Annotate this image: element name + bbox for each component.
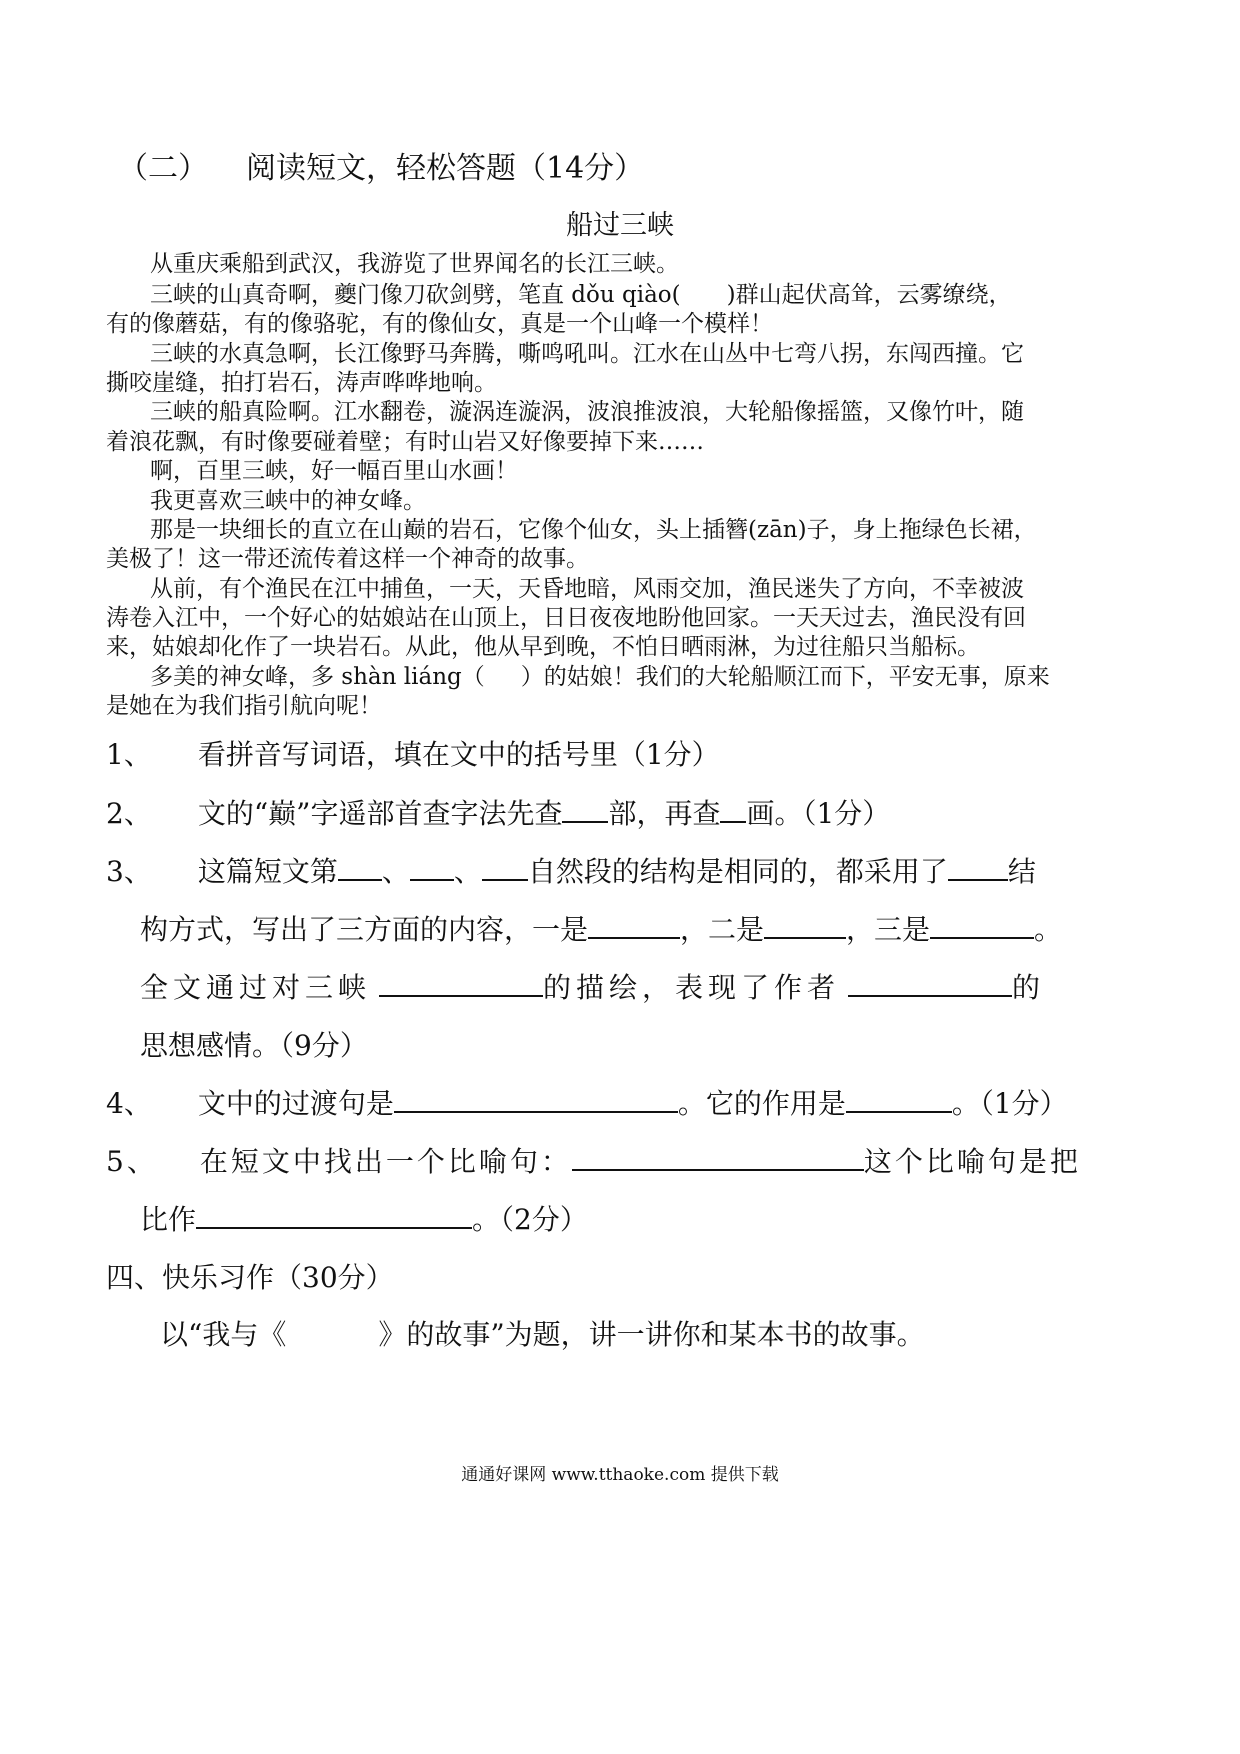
section-heading: [118, 143, 644, 187]
passage-line: 来，姑娘却化作了一块岩石。从此，他从早到晚，不怕日晒雨淋，为过往船只当船标。: [106, 634, 980, 660]
answer-blank[interactable]: [379, 968, 543, 997]
answer-blank[interactable]: [588, 910, 680, 939]
passage-line: 三峡的船真险啊。江水翻卷，漩涡连漩涡，波浪推波浪，大轮船像摇篮，又像竹叶，随: [150, 399, 1024, 425]
question-4: 4、 文中的过渡句是 。它的作用是 。（1分）: [106, 1082, 1068, 1122]
passage-line: 撕咬崖缝，拍打岩石，涛声哗哗地响。: [106, 370, 497, 396]
answer-blank[interactable]: [394, 1084, 678, 1113]
footer-credit: 通通好课网 www.tthaoke.com 提供下载: [461, 1465, 779, 1485]
answer-blank[interactable]: [482, 852, 528, 881]
question-number: 2、: [106, 797, 152, 830]
answer-blank[interactable]: [562, 794, 608, 823]
passage-line: 从前，有个渔民在江中捕鱼，一天，天昏地暗，风雨交加，渔民迷失了方向，不幸被波: [150, 576, 1024, 602]
answer-blank[interactable]: [848, 968, 1012, 997]
question-number: 1、: [106, 738, 152, 771]
passage-line: 三峡的山真奇啊，夔门像刀砍剑劈，笔直 dǒu qiào( )群山起伏高耸，云雾缭绕，: [150, 282, 1012, 308]
answer-blank[interactable]: [572, 1142, 864, 1171]
question-number: 5、: [106, 1145, 158, 1178]
question-3-line-4: 思想感情。（9分）: [140, 1029, 368, 1062]
passage-line: 是她在为我们指引航向呢！: [106, 693, 382, 719]
passage-line: 有的像蘑菇，有的像骆驼，有的像仙女，真是一个山峰一个模样！: [106, 311, 773, 337]
question-number: 3、: [106, 855, 152, 888]
question-5: 5、 在短文中找出一个比喻句： 这个比喻句是把: [106, 1140, 1081, 1180]
question-text: 看拼音写词语，填在文中的括号里（1分）: [197, 738, 720, 771]
passage-line: 着浪花飘，有时像要碰着壁；有时山岩又好像要掉下来……: [106, 429, 704, 455]
passage-title: 船过三峡: [566, 210, 674, 241]
section-number: （二）: [118, 151, 208, 186]
answer-blank[interactable]: [410, 852, 454, 881]
question-5-line-2: 比作 。（2分）: [140, 1198, 588, 1238]
question-3-line-2: 构方式，写出了三方面的内容，一是 ，二是 ，三是 。: [140, 908, 1062, 948]
passage-line: 多美的神女峰，多 shàn liáng（ ）的姑娘！我们的大轮船顺江而下，平安无事，原来: [150, 664, 1050, 690]
answer-blank[interactable]: [948, 852, 1008, 881]
question-1: [106, 733, 720, 773]
passage-line: 涛卷入江中，一个好心的姑娘站在山顶上，日日夜夜地盼他回家。一天天过去，渔民没有回: [106, 605, 1026, 631]
question-3: 3、 这篇短文第 、 、 自然段的结构是相同的，都采用了 结: [106, 850, 1036, 890]
answer-blank[interactable]: [764, 910, 846, 939]
passage-line: 三峡的水真急啊，长江像野马奔腾，嘶鸣吼叫。江水在山丛中七弯八拐，东闯西撞。它: [150, 341, 1024, 367]
passage-line: 啊，百里三峡，好一幅百里山水画！: [150, 458, 518, 484]
section-title: 阅读短文，轻松答题（14分）: [246, 151, 645, 186]
passage-line: 我更喜欢三峡中的神女峰。: [150, 488, 426, 514]
passage-line: 从重庆乘船到武汉，我游览了世界闻名的长江三峡。: [150, 251, 679, 277]
passage-line: 美极了！这一带还流传着这样一个神奇的故事。: [106, 546, 589, 572]
answer-blank[interactable]: [846, 1084, 952, 1113]
answer-blank[interactable]: [196, 1200, 472, 1229]
answer-blank[interactable]: [930, 910, 1034, 939]
answer-blank[interactable]: [720, 794, 746, 823]
section-four-heading: 四、快乐习作（30分）: [106, 1261, 394, 1294]
passage-line: 那是一块细长的直立在山巅的岩石，它像个仙女，头上插簪(zān)子，身上拖绿色长裙，: [150, 517, 1037, 543]
answer-blank[interactable]: [338, 852, 382, 881]
question-number: 4、: [106, 1087, 152, 1120]
question-2: 2、 文的“巅”字遥部首查字法先查 部，再查 画。（1分）: [106, 792, 890, 832]
question-3-line-3: 全文通过对三峡 的描绘，表现了作者 的: [140, 966, 1045, 1006]
writing-prompt: 以“我与《 》的故事”为题，讲一讲你和某本书的故事。: [160, 1318, 925, 1351]
